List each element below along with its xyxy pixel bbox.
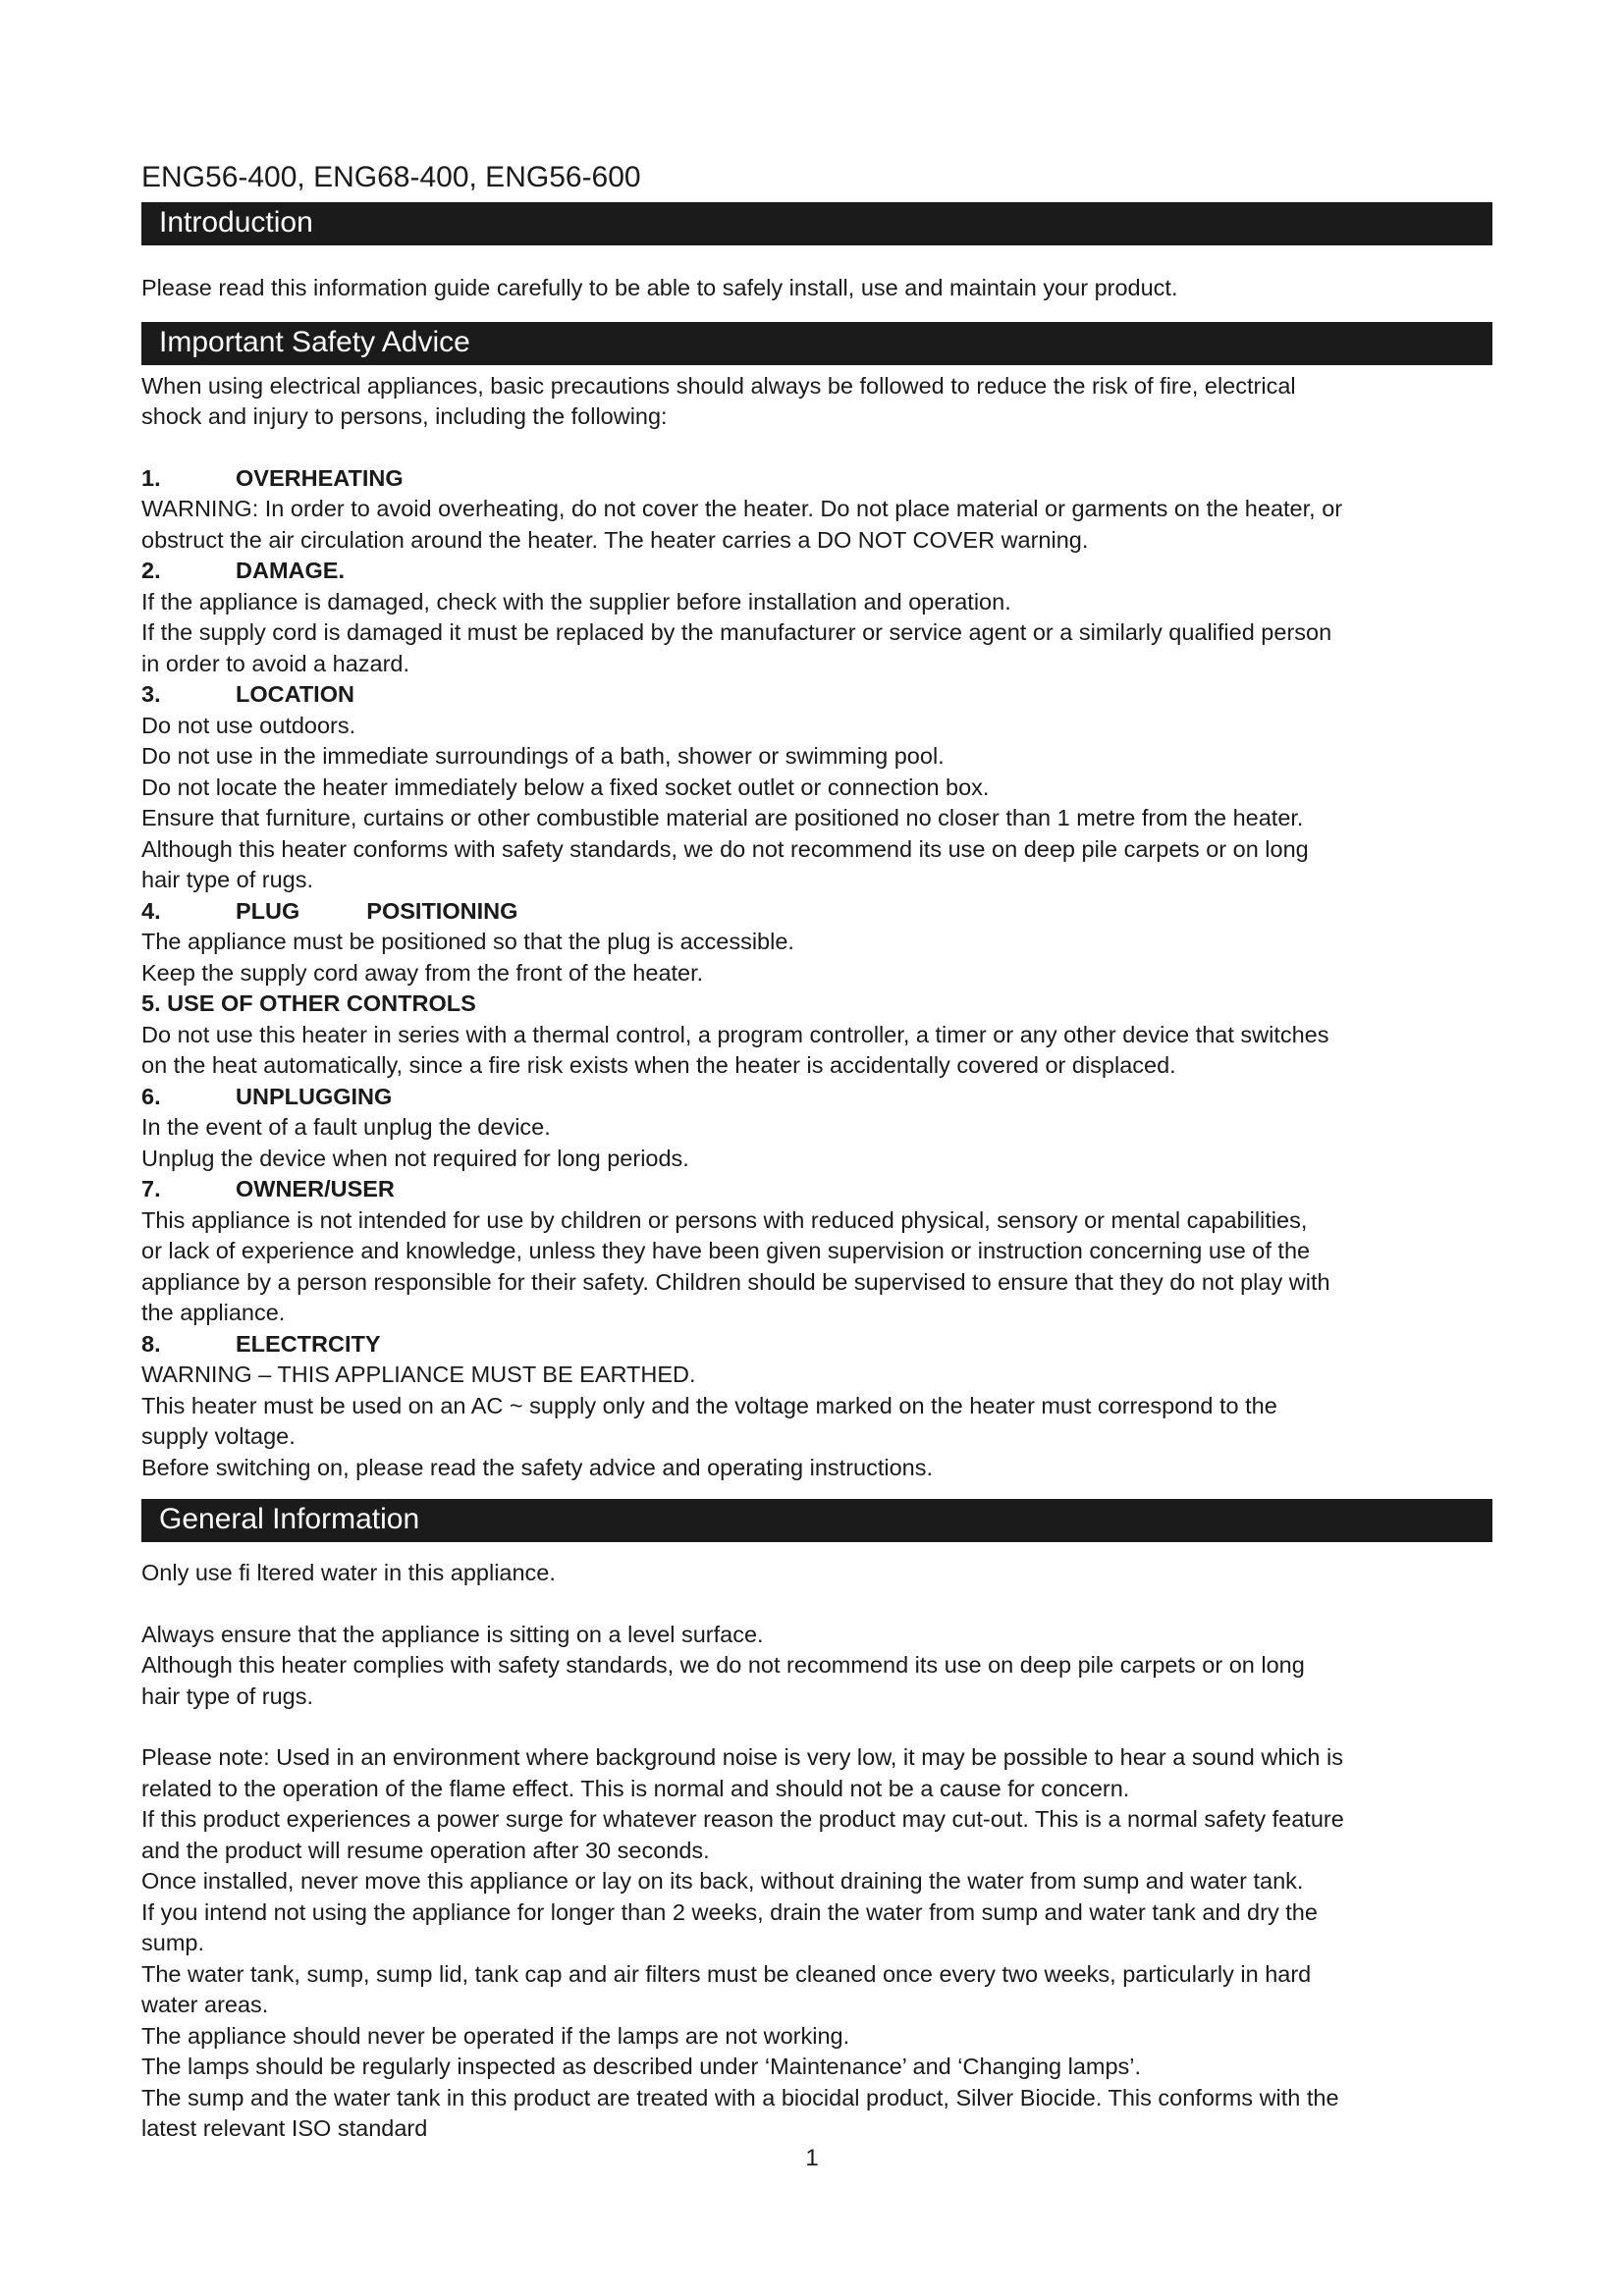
safety-line: in order to avoid a hazard. [141,650,410,676]
general-line: The appliance should never be operated if the lamps are not working. [141,2022,850,2049]
general-line: The sump and the water tank in this product are treated with a biocidal product, Silver Biocide. This conforms with the [141,2084,1339,2110]
safety-line: Do not use outdoors. [141,712,356,738]
heading-title: DAMAGE. [236,558,345,583]
safety-line: supply voltage. [141,1423,296,1449]
safety-line: hair type of rugs. [141,867,314,892]
heading-title: OVERHEATING [236,464,404,491]
heading-number: 3. [141,681,161,707]
section-header-introduction: Introduction [141,202,1492,245]
safety-line: Before switching on, please read the safety advice and operating instructions. [141,1454,934,1480]
heading-title: PLUG [236,897,300,924]
safety-heading-location [141,679,1492,711]
model-numbers-title: ENG56-400, ENG68-400, ENG56-600 [141,161,641,193]
safety-line: the appliance. [141,1300,286,1325]
heading-number: 6. [141,1083,161,1109]
safety-line: Although this heater conforms with safety standards, we do not recommend its use on deep pile carpets or on long [141,835,1309,862]
general-line: The lamps should be regularly inspected as described under ‘Maintenance’ and ‘Changing lamps’. [141,2054,1142,2079]
safety-line: Do not use this heater in series with a thermal control, a program controller, a timer or any other device that switches [141,1021,1329,1047]
safety-line: or lack of experience and knowledge, unless they have been given supervision or instruction concerning use of the [141,1238,1311,1263]
general-line: Although this heater complies with safety standards, we do not recommend its use on deep pile carpets or on long [141,1652,1305,1678]
safety-line: In the event of a fault unplug the device. [141,1114,551,1140]
document-page [141,161,1492,2145]
safety-line: Do not use in the immediate surroundings of a bath, shower or swimming pool. [141,743,945,769]
general-line: Always ensure that the appliance is sitting on a level surface. [141,1621,764,1647]
heading-title: 5. USE OF OTHER CONTROLS [141,990,476,1016]
safety-line: If the supply cord is damaged it must be replaced by the manufacturer or service agent or a similarly qualified person [141,619,1332,645]
general-line: Please note: Used in an environment where background noise is very low, it may be possible to hear a sound which is [141,1744,1343,1770]
safety-heading-unplugging [141,1082,1492,1113]
safety-heading-damage [141,556,1492,587]
heading-title: ELECTRCITY [236,1330,381,1357]
general-line: Once installed, never move this appliance or lay on its back, without draining the water from sump and water tank. [141,1868,1304,1894]
section-header-general: General Information [141,1499,1492,1542]
safety-heading-overheating [141,463,1492,495]
safety-line: If the appliance is damaged, check with the supplier before installation and operation. [141,588,1011,614]
heading-title-second-word: POSITIONING [366,897,518,924]
safety-line: appliance by a person responsible for their safety. Children should be supervised to ensure that they do not play with [141,1268,1330,1295]
safety-line: Unplug the device when not required for long periods. [141,1145,689,1171]
safety-intro-line: When using electrical appliances, basic precautions should always be followed to reduce the risk of fire, electrical [141,372,1296,399]
heading-number: 8. [141,1330,161,1357]
general-line: hair type of rugs. [141,1682,314,1709]
general-line: latest relevant ISO standard [141,2115,428,2141]
safety-line: This heater must be used on an AC ~ supply only and the voltage marked on the heater must correspond to the [141,1392,1277,1418]
safety-line: Do not locate the heater immediately below a fixed socket outlet or connection box. [141,774,990,800]
heading-title: UNPLUGGING [236,1083,393,1109]
safety-line: on the heat automatically, since a fire risk exists when the heater is accidentally covered or displaced. [141,1052,1176,1078]
general-line: and the product will resume operation after 30 seconds. [141,1837,710,1863]
general-line: sump. [141,1930,204,1955]
safety-intro-line: shock and injury to persons, including the following: [141,403,668,429]
general-line: If this product experiences a power surge for whatever reason the product may cut-out. This is a normal safety feature [141,1806,1344,1832]
safety-line: Ensure that furniture, curtains or other combustible material are positioned no closer than 1 metre from the heater. [141,805,1304,830]
general-line: related to the operation of the flame effect. This is normal and should not be a cause for concern. [141,1775,1130,1801]
safety-heading-electricity [141,1329,1492,1361]
general-line: If you intend not using the appliance for longer than 2 weeks, drain the water from sump and water tank and dry the [141,1898,1318,1925]
safety-heading-plug-positioning [141,896,1492,928]
heading-number: 4. [141,897,161,924]
safety-heading-other-controls [141,988,1492,1020]
general-line: The water tank, sump, sump lid, tank cap and air filters must be cleaned once every two weeks, particularly in hard [141,1960,1312,1987]
heading-number: 2. [141,558,161,583]
heading-number: 7. [141,1176,161,1201]
safety-heading-owner-user [141,1174,1492,1205]
heading-title: LOCATION [236,681,354,707]
introduction-text: Please read this information guide carefully to be able to safely install, use and maintain your product. [141,275,1178,300]
safety-line: WARNING – THIS APPLIANCE MUST BE EARTHED. [141,1362,696,1387]
general-line: Only use fi ltered water in this appliance. [141,1560,556,1585]
heading-number: 1. [141,464,161,491]
safety-line: obstruct the air circulation around the heater. The heater carries a DO NOT COVER warning. [141,526,1089,553]
page-number: 1 [805,2145,819,2171]
safety-line: This appliance is not intended for use by children or persons with reduced physical, sensory or mental capabilities, [141,1206,1308,1233]
section-header-safety: Important Safety Advice [141,322,1492,365]
safety-line: Keep the supply cord away from the front of the heater. [141,959,704,986]
safety-line: WARNING: In order to avoid overheating, do not cover the heater. Do not place material or garments on the heater, or [141,496,1343,521]
safety-line: The appliance must be positioned so that the plug is accessible. [141,929,794,954]
general-line: water areas. [141,1992,269,2017]
heading-title: OWNER/USER [236,1176,395,1201]
